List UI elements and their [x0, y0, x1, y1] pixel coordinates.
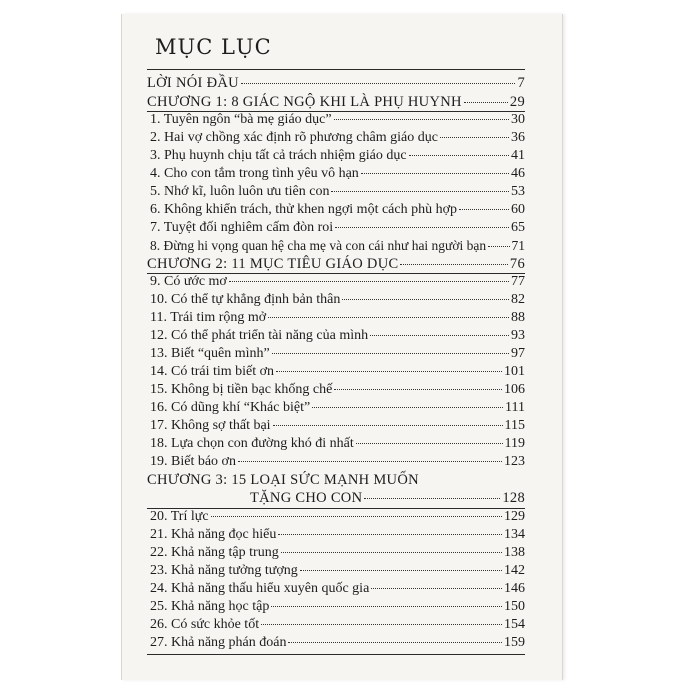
toc-chapter-2: [147, 256, 525, 273]
toc-item-page: 119: [504, 436, 525, 451]
toc-item-label: 17. Không sợ thất bại: [150, 418, 271, 433]
leader-dots: [409, 155, 509, 156]
toc-item-page: 138: [504, 545, 525, 560]
leader-dots: [229, 281, 509, 282]
toc-item: [150, 617, 525, 633]
toc-item-label: 16. Có dũng khí “Khác biệt”: [150, 400, 311, 415]
toc-item: [150, 509, 525, 525]
toc-item-page: 97: [511, 346, 525, 361]
leader-dots: [356, 443, 503, 444]
toc-item: [150, 563, 525, 579]
toc-item-label: 10. Có thể tự khẳng định bản thân: [150, 292, 341, 307]
toc-item-label: 19. Biết báo ơn: [150, 454, 236, 469]
toc-item: [150, 436, 525, 452]
toc-item-label: 20. Trí lực: [150, 509, 209, 524]
toc-item-label: 26. Có sức khỏe tốt: [150, 617, 260, 632]
toc-item: [150, 328, 525, 344]
toc-item: [150, 527, 525, 543]
toc-item-page: 71: [511, 238, 525, 253]
toc-item: [150, 112, 525, 128]
toc-item: [150, 148, 525, 164]
toc-item-label: 6. Không khiển trách, thử khen ngợi một cách phù hợp: [150, 202, 458, 217]
leader-dots: [361, 173, 509, 174]
toc-item-page: 106: [504, 382, 525, 397]
toc-item-page: 146: [504, 581, 525, 596]
leader-dots: [342, 299, 509, 300]
toc-item-label: 3. Phụ huynh chịu tất cả trách nhiệm giáo dục: [150, 148, 407, 163]
toc-item-page: 154: [504, 617, 525, 632]
leader-dots: [238, 461, 502, 462]
toc-chapter-title: CHƯƠNG 1: 8 GIÁC NGỘ KHI LÀ PHỤ HUYNH: [147, 94, 462, 110]
toc-item-page: 150: [504, 599, 525, 614]
toc-item-page: 101: [504, 364, 525, 379]
toc-item-page: 82: [511, 292, 525, 307]
toc-chapter-title-line2: TẶNG CHO CON: [250, 490, 363, 506]
toc-item-label: 21. Khả năng đọc hiểu: [150, 527, 277, 542]
toc-item-label: 25. Khả năng học tập: [150, 599, 270, 614]
toc-item-page: 46: [511, 166, 525, 181]
toc-item-label: 23. Khả năng tưởng tượng: [150, 563, 298, 578]
toc-item-label: 1. Tuyên ngôn “bà mẹ giáo dục”: [150, 112, 332, 127]
toc-item-label: 24. Khả năng thấu hiểu xuyên quốc gia: [150, 581, 370, 596]
toc-item: [150, 545, 525, 561]
leader-dots: [288, 642, 502, 643]
leader-dots: [464, 102, 508, 103]
leader-dots: [488, 246, 509, 247]
leader-dots: [371, 588, 502, 589]
toc-item-label: 11. Trái tim rộng mở: [150, 310, 267, 325]
toc-item: [150, 581, 525, 597]
toc-item: [150, 184, 525, 200]
leader-dots: [370, 335, 509, 336]
toc-item-label: 13. Biết “quên mình”: [150, 346, 270, 361]
toc-item: [150, 418, 525, 434]
leader-dots: [276, 371, 502, 372]
toc-item: [150, 202, 525, 218]
leader-dots: [334, 119, 509, 120]
toc-item-page: 65: [511, 220, 525, 235]
toc-item-label: 15. Không bị tiền bạc khống chế: [150, 382, 333, 397]
toc-item-label: 27. Khả năng phán đoán: [150, 635, 287, 650]
toc-item: [150, 635, 525, 651]
bottom-rule: [147, 654, 525, 655]
toc-item-page: 111: [505, 400, 525, 415]
toc-item: [150, 454, 525, 470]
leader-dots: [278, 534, 502, 535]
toc-item-page: 36: [511, 130, 525, 145]
leader-dots: [272, 353, 509, 354]
toc-item-page: 30: [511, 112, 525, 127]
toc-item-label: 8. Đừng hi vọng quan hệ cha mẹ và con cái như hai người bạn: [150, 238, 487, 253]
toc-chapter-title: CHƯƠNG 2: 11 MỤC TIÊU GIÁO DỤC: [147, 256, 399, 272]
leader-dots: [459, 209, 509, 210]
leader-dots: [268, 317, 509, 318]
toc-item: [150, 400, 525, 416]
toc-item: [150, 599, 525, 615]
toc-item: [150, 166, 525, 182]
leader-dots: [331, 191, 509, 192]
toc-item: [150, 220, 525, 236]
toc-chapter-1: [147, 94, 525, 111]
leader-dots: [312, 407, 503, 408]
toc-item-label: 14. Có trái tim biết ơn: [150, 364, 275, 379]
leader-dots: [334, 389, 502, 390]
toc-item-page: 88: [511, 310, 525, 325]
leader-dots: [271, 606, 502, 607]
top-rule: [147, 69, 525, 70]
leader-dots: [364, 498, 500, 499]
leader-dots: [300, 570, 502, 571]
toc-item-page: 53: [511, 184, 525, 199]
toc-item: [150, 130, 525, 146]
toc-item: [150, 364, 525, 380]
toc-chapter-page: 128: [502, 490, 525, 506]
page-title: MỤC LỤC: [155, 35, 272, 59]
toc-item-label: 7. Tuyệt đối nghiêm cấm đòn roi: [150, 220, 334, 235]
leader-dots: [241, 83, 516, 84]
toc-item-page: 77: [511, 274, 525, 289]
toc-item-label: 9. Có ước mơ: [150, 274, 227, 289]
toc-item-label: 12. Có thể phát triển tài năng của mình: [150, 328, 369, 343]
toc-preface-label: LỜI NÓI ĐẦU: [147, 75, 239, 91]
leader-dots: [440, 137, 509, 138]
toc-chapter-page: 76: [509, 256, 525, 272]
toc-item: [150, 274, 525, 290]
leader-dots: [281, 552, 502, 553]
toc-item-page: 41: [511, 148, 525, 163]
toc-preface: [147, 75, 525, 92]
toc-item: [150, 382, 525, 398]
toc-item-label: 2. Hai vợ chồng xác định rõ phương châm giáo dục: [150, 130, 438, 145]
toc-item-page: 123: [504, 454, 525, 469]
toc-item-page: 159: [504, 635, 525, 650]
toc-item: [150, 238, 525, 254]
toc-item-page: 115: [504, 418, 525, 433]
leader-dots: [211, 516, 502, 517]
leader-dots: [261, 624, 502, 625]
toc-chapter-3: [250, 490, 525, 507]
toc-item: [150, 292, 525, 308]
toc-item-page: 142: [504, 563, 525, 578]
toc-item: [150, 346, 525, 362]
toc-chapter-3-title-line1: CHƯƠNG 3: 15 LOẠI SỨC MẠNH MUỐN: [147, 472, 419, 488]
toc-preface-page: 7: [517, 75, 525, 91]
leader-dots: [400, 264, 507, 265]
toc-item-page: 129: [504, 509, 525, 524]
toc-item-label: 22. Khả năng tập trung: [150, 545, 279, 560]
toc-item-page: 93: [511, 328, 525, 343]
leader-dots: [273, 425, 503, 426]
leader-dots: [335, 227, 509, 228]
toc-item-label: 18. Lựa chọn con đường khó đi nhất: [150, 436, 354, 451]
toc-item: [150, 310, 525, 326]
toc-item-page: 60: [511, 202, 525, 217]
toc-item-label: 5. Nhớ kĩ, luôn luôn ưu tiên con: [150, 184, 330, 199]
toc-chapter-page: 29: [509, 94, 525, 110]
toc-item-label: 4. Cho con tắm trong tình yêu vô hạn: [150, 166, 359, 181]
toc-item-page: 134: [504, 527, 525, 542]
